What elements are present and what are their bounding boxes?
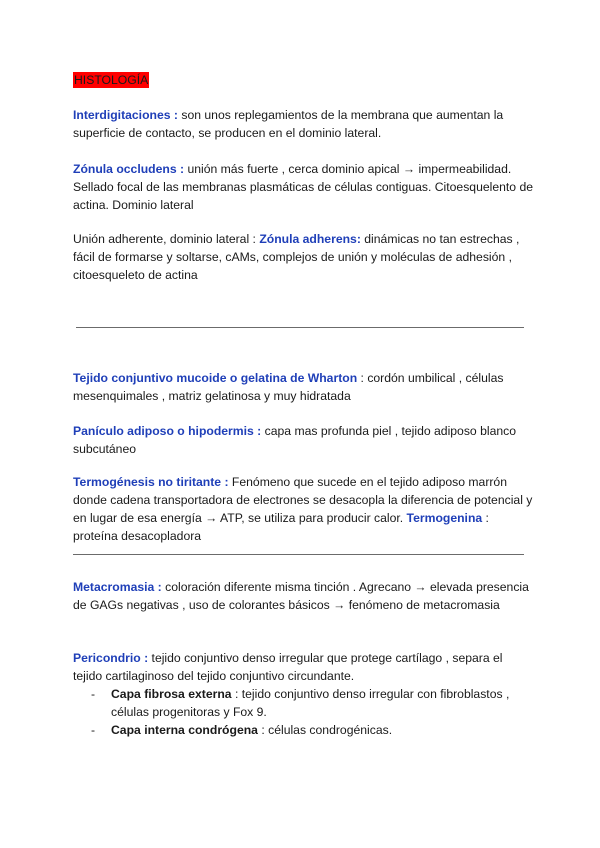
prefix-zonula-adherens: Unión adherente, dominio lateral : [73,232,260,246]
term-termogenesis: Termogénesis no tiritante : [73,475,229,489]
divider-2 [73,554,524,555]
label-capa-interna: Capa interna condrógena [111,723,258,737]
text-zonula-adherens: dinámicas no tan estrechas , fácil de formarse y soltarse, cAMs, complejos de unión y moléculas de adhesión , citoesqueleto de actina [73,232,520,282]
paragraph-metacromasia [73,578,533,614]
term-termogenina: Termogenina [406,511,483,525]
document-title: HISTOLOGÍA [74,73,149,87]
text-paniculo: capa mas profunda piel , tejido adiposo blanco subcutáneo [73,424,517,456]
term-zonula-occludens: Zónula occludens : [73,162,185,176]
text-wharton: : cordón umbilical , células mesenquimales , matriz gelatinosa y muy hidratada [73,371,504,403]
divider-1 [76,327,524,328]
label-capa-fibrosa: Capa fibrosa externa [111,687,232,701]
text-termogenina: : proteína desacopladora [73,511,489,543]
text-termogenesis: Fenómeno que sucede en el tejido adiposo marrón donde cadena transportadora de electrones se desacopla la diferencia de potencial y en lugar de esa energía → ATP, se utiliza para producir calor. [73,475,533,525]
term-paniculo: Panículo adiposo o hipodermis : [73,424,262,438]
text-pericondrio: tejido conjuntivo denso irregular que protege cartílago , separa el tejido cartilaginoso del tejido conjuntivo circundante. [73,651,503,683]
paragraph-zonula-occludens [73,160,533,214]
term-metacromasia: Metacromasia : [73,580,162,594]
text-capa-interna: : células condrogénicas. [257,723,393,737]
text-metacromasia: coloración diferente misma tinción . Agrecano → elevada presencia de GAGs negativas , uso de colorantes básicos → fenómeno de metacromasia [73,580,529,612]
text-capa-fibrosa: : tejido conjuntivo denso irregular con fibroblastos , células progenitoras y Fox 9. [111,687,510,719]
paragraph-paniculo [73,422,533,458]
term-pericondrio: Pericondrio : [73,651,149,665]
text-interdigitaciones: son unos replegamientos de la membrana que aumentan la superficie de contacto, se producen en el dominio lateral. [73,108,504,140]
paragraph-interdigitaciones [73,106,533,142]
list-dash: - [91,687,96,701]
text-zonula-occludens: unión más fuerte , cerca dominio apical → impermeabilidad. Sellado focal de las membranas plasmáticas de células contiguas. Citoesquelento de actina. Dominio lateral [73,162,534,212]
term-wharton: Tejido conjuntivo mucoide o gelatina de Wharton [73,371,358,385]
pericondrio-list [73,685,533,739]
paragraph-termogenesis [73,473,533,545]
paragraph-pericondrio [73,649,533,739]
list-item-capa-interna [73,721,533,739]
list-dash: - [91,723,96,737]
title-block [73,71,533,89]
term-interdigitaciones: Interdigitaciones : [73,108,178,122]
term-zonula-adherens: Zónula adherens: [259,232,361,246]
paragraph-wharton [73,369,533,405]
paragraph-zonula-adherens [73,230,533,284]
list-item-capa-fibrosa [73,685,533,721]
